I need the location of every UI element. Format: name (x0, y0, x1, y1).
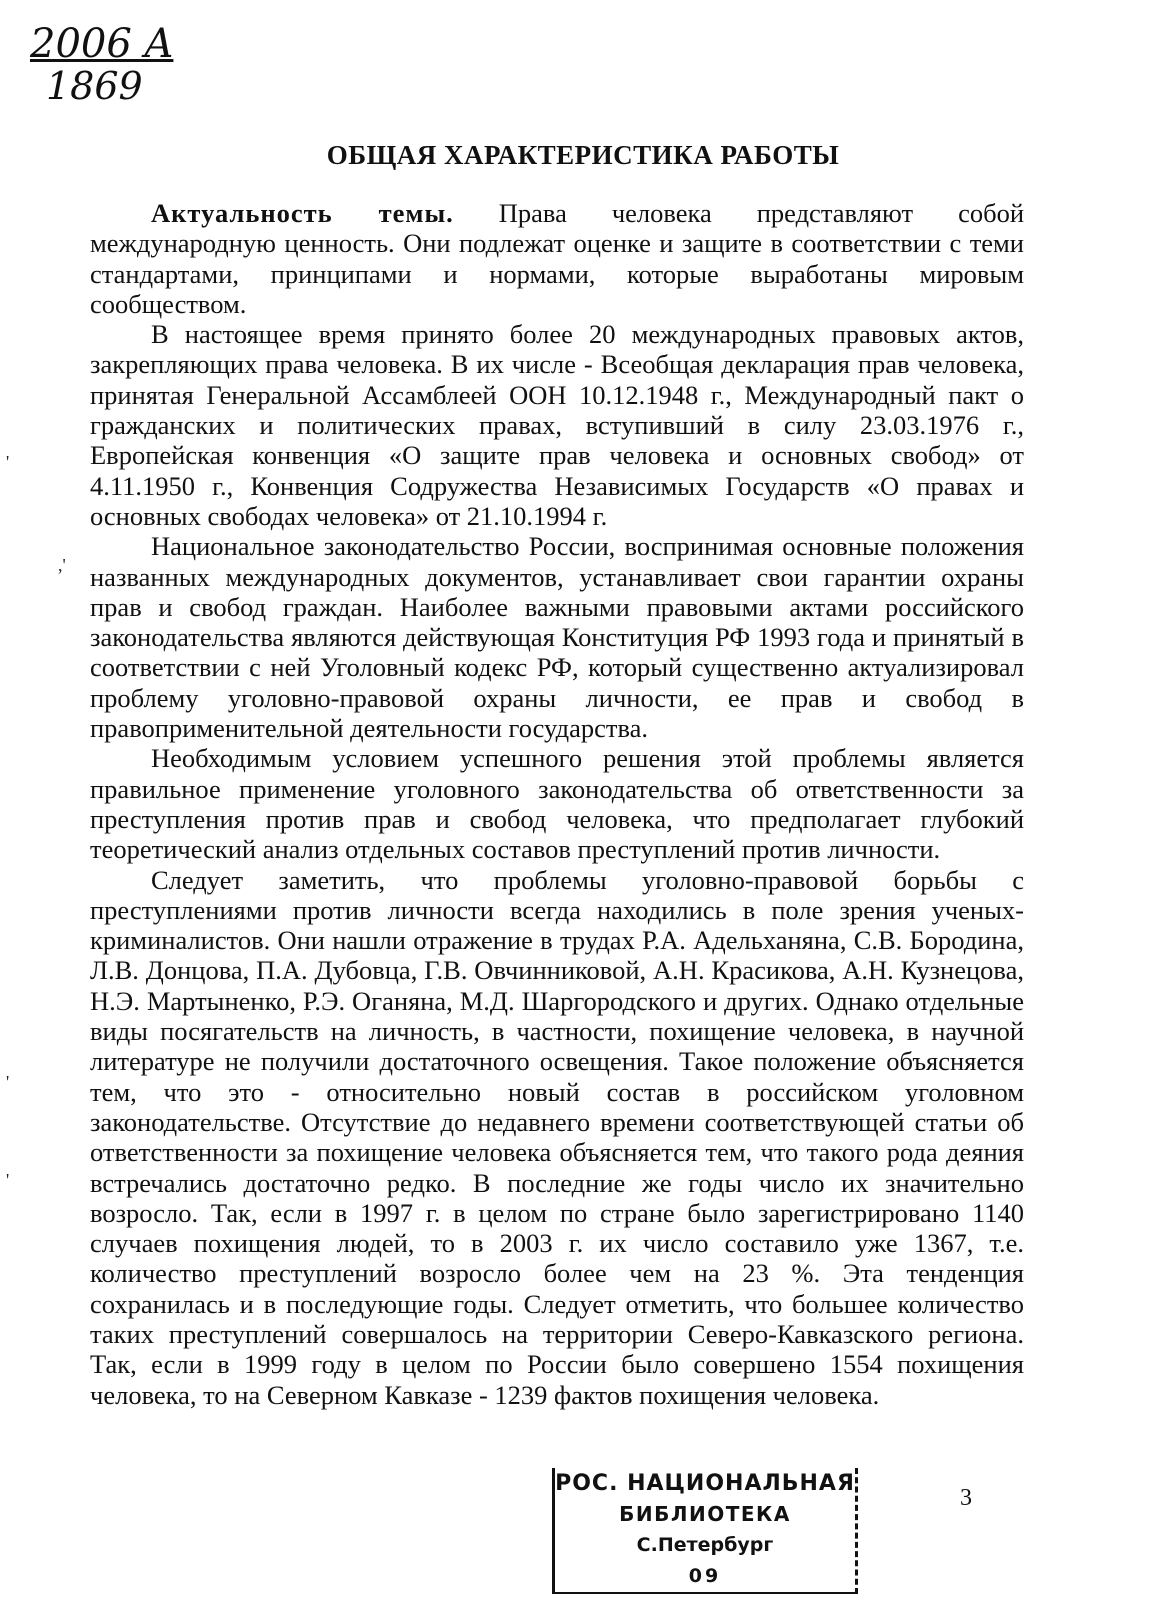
margin-mark: ,' (58, 555, 66, 575)
stamp-line3: С.Петербург (636, 1534, 774, 1556)
paragraph-text: Права человека представляют собой международную ценность. Они подлежат оценке и защите в соответствии с теми стандартами, принципами и нормами, которые выработаны мировым сообществом. (90, 198, 1024, 319)
stamp-line4: 09 (688, 1565, 722, 1587)
paragraph-condition: Необходимым условием успешного решения этой проблемы является правильное применение уголовного законодательства об ответственности за преступления против прав и свобод человека, что предполагает глубокий теоретический анализ отдельных составов преступлений против личности. (90, 743, 1024, 865)
margin-mark: ' (6, 452, 10, 472)
margin-mark: ' (6, 1170, 10, 1190)
page-number: 3 (960, 1485, 972, 1511)
document-body (90, 198, 1024, 1410)
paragraph-relevance (90, 198, 1024, 319)
handwritten-note-line2: 1869 (46, 64, 143, 108)
section-heading: ОБЩАЯ ХАРАКТЕРИСТИКА РАБОТЫ (326, 140, 840, 170)
handwritten-note-line1: 2006 A (30, 21, 174, 67)
margin-mark: ' (6, 1072, 10, 1092)
library-stamp (552, 1468, 858, 1594)
stamp-line2: БИБЛИОТЕКА (619, 1502, 791, 1526)
paragraph-scholars: Следует заметить, что проблемы уголовно-правовой борьбы с преступлениями против личности всегда находились в поле зрения ученых-криминалистов. Они нашли отражение в трудах Р.А. Адельханяна, С.В. Бородина, Л.В. Донцова, П.А. Дубовца, Г.В. Овчинниковой, А.Н. Красикова, А.Н. Кузнецова, Н.Э. Мартыненко, Р.Э. Оганяна, М.Д. Шаргородского и других. Однако отдельные виды посягательств на личность, в частности, похищение человека, в научной литературе не получили достаточного освещения. Такое положение объясняется тем, что это - относительно новый состав в российском уголовном законодательстве. Отсутствие до недавнего времени соответствующей статьи об ответственности за похищение человека объясняется тем, что такого рода деяния встречались достаточно редко. В последние же годы число их значительно возросло. Так, если в 1997 г. в целом по стране было зарегистрировано 1140 случаев похищения людей, то в 2003 г. их число составило уже 1367, т.е. количество преступлений возросло более чем на 23 %. Эта тенденция сохранилась и в последующие годы. Следует отметить, что большее количество таких преступлений совершалось на территории Северо-Кавказского региона. Так, если в 1999 году в целом по России было совершено 1554 похищения человека, то на Северном Кавказе - 1239 фактов похищения человека. (90, 864, 1024, 1410)
paragraph-national-law: Национальное законодательство России, воспринимая основные положения названных международных документов, устанавливает свои гарантии охраны прав и свобод граждан. Наиболее важными правовыми актами российского законодательства являются действующая Конституция РФ 1993 года и принятый в соответствии с ней Уголовный кодекс РФ, который существенно актуализировал проблему уголовно-правовой охраны личности, ее прав и свобод в правоприменительной деятельности государства. (90, 531, 1024, 744)
paragraph-lead: Актуальность темы. (151, 198, 454, 228)
stamp-line1: РОС. НАЦИОНАЛЬНАЯ (555, 1471, 855, 1496)
handwritten-catalog-note (30, 22, 180, 106)
paragraph-international-acts: В настоящее время принято более 20 международных правовых актов, закрепляющих права человека. В их числе - Всеобщая декларация прав человека, принятая Генеральной Ассамблеей ООН 10.12.1948 г., Международный пакт о гражданских и политических правах, вступивший в силу 23.03.1976 г., Европейская конвенция «О защите прав человека и основных свобод» от 4.11.1950 г., Конвенция Содружества Независимых Государств «О правах и основных свободах человека» от 21.10.1994 г. (90, 319, 1024, 531)
